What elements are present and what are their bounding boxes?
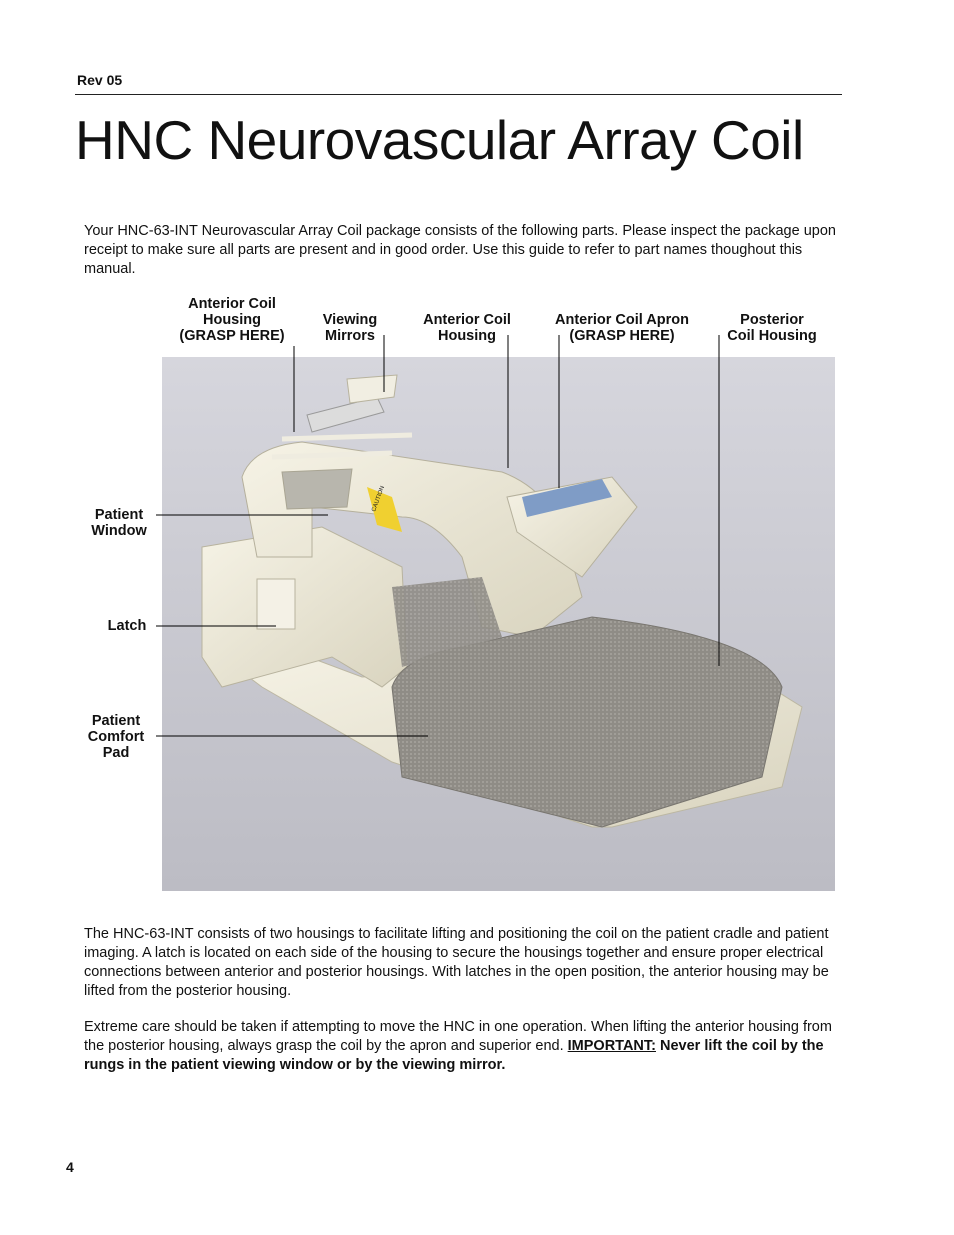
housings-paragraph: The HNC-63-INT consists of two housings to facilitate lifting and positioning the coil on the patient cradle and patient imaging. A latch is located on each side of the housing to secure the housings together and ensure proper electrical connections between anterior and posterior housings. With latches in the open position, the anterior housing may be lifted from the posterior housing. xyxy=(84,926,829,999)
coil-product-photo xyxy=(162,357,835,891)
caution-paragraph xyxy=(84,1018,846,1075)
callout-anterior-coil-housing-grasp: Anterior Coil Housing (GRASP HERE) xyxy=(179,296,285,344)
callout-latch: Latch xyxy=(107,618,147,634)
caution-text: CAUTION xyxy=(371,485,387,513)
callout-anterior-coil-apron: Anterior Coil Apron (GRASP HERE) xyxy=(555,312,689,344)
page-title: HNC Neurovascular Array Coil xyxy=(75,109,804,171)
important-label: IMPORTANT: xyxy=(567,1038,656,1054)
callout-anterior-coil-housing: Anterior Coil Housing xyxy=(423,312,511,344)
intro-paragraph: Your HNC-63-INT Neurovascular Array Coil package consists of the following parts. Please inspect the package upon receipt to make sure all parts are present and in good order. Use this guide to refer to part names thoughout this manual. xyxy=(84,223,836,277)
callout-patient-window: Patient Window xyxy=(91,507,147,539)
callout-posterior-coil-housing: Posterior Coil Housing xyxy=(727,312,817,344)
latch-plate xyxy=(257,579,295,629)
patient-window-opening xyxy=(282,469,352,509)
callout-viewing-mirrors: Viewing Mirrors xyxy=(322,312,378,344)
revision-label: Rev 05 xyxy=(77,72,123,88)
caution-text-plain: Extreme care should be taken if attempting to move the HNC in one operation. When lifting the anterior housing from the posterior housing, always grasp the coil by the apron and superior end. xyxy=(84,1019,832,1054)
header-rule xyxy=(75,94,842,95)
page-number: 4 xyxy=(66,1159,74,1175)
callout-patient-comfort-pad: Patient Comfort Pad xyxy=(87,713,145,761)
lift-warning: Never lift the coil by the rungs in the patient viewing window or by the viewing mirror. xyxy=(84,1038,824,1073)
